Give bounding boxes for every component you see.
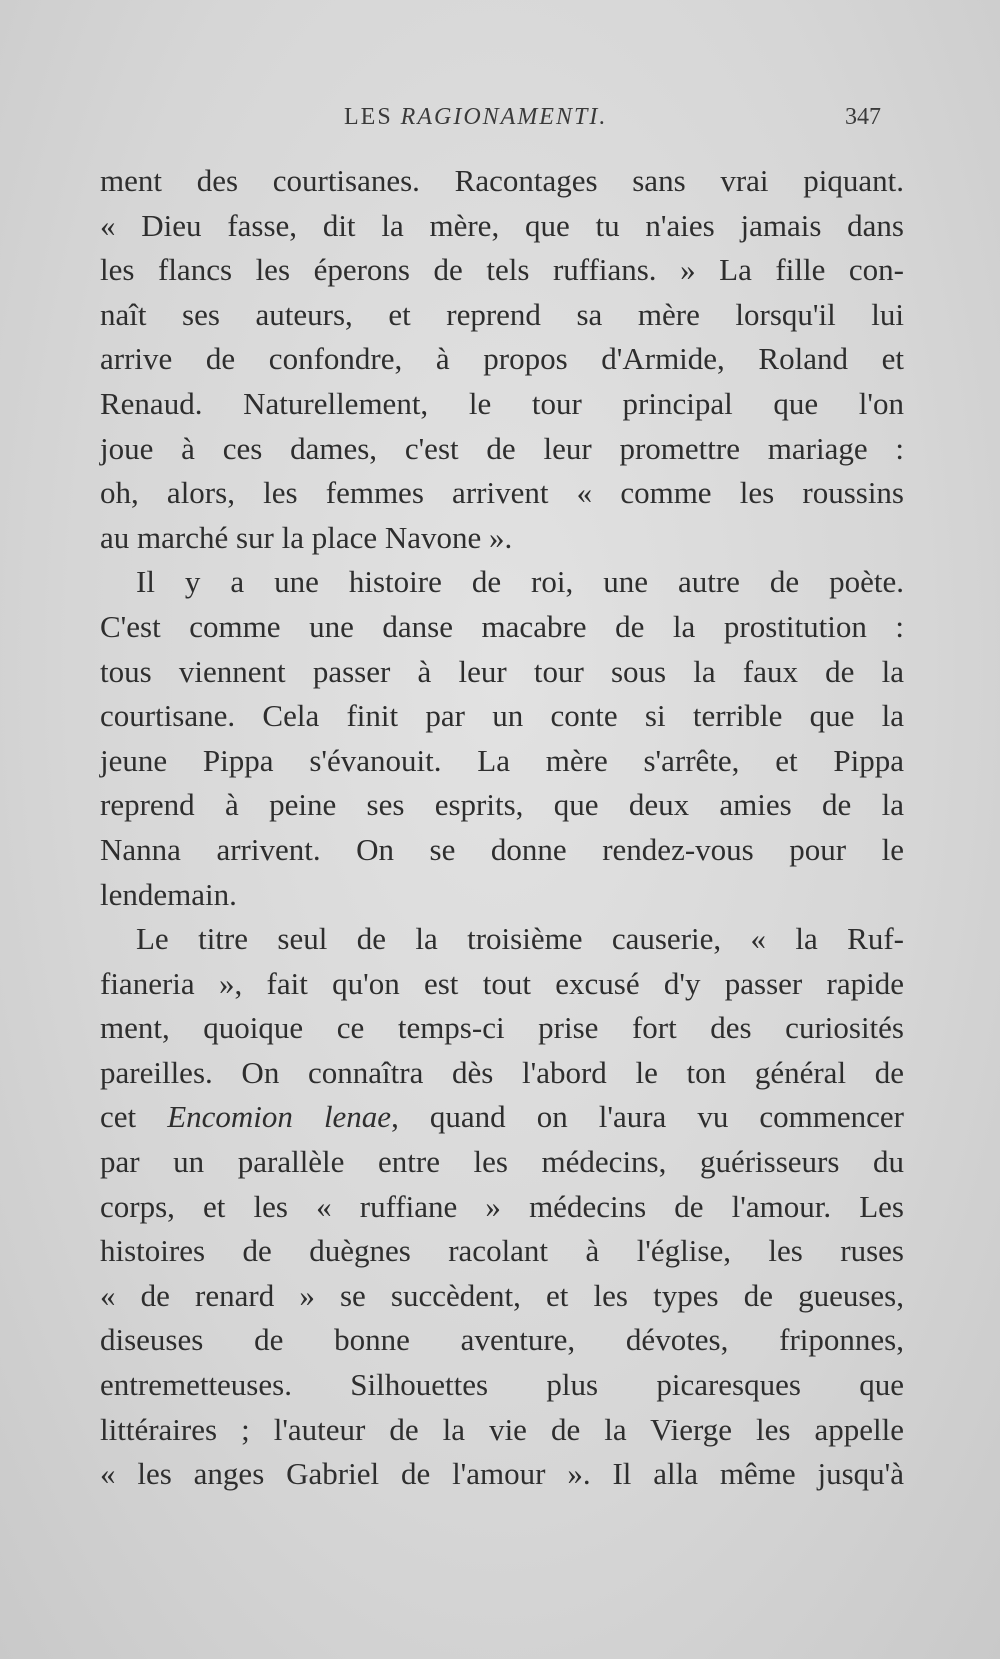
- text-line: joue à ces dames, c'est de leur promettre mariage :: [100, 430, 904, 466]
- text-line: au marché sur la place Navone ».: [100, 519, 513, 555]
- text-line: tous viennent passer à leur tour sous la faux de la: [100, 653, 904, 689]
- paragraph-start-line: Il y a une histoire de roi, une autre de poète.: [136, 564, 904, 600]
- text-line: courtisane. Cela finit par un conte si terrible que la: [100, 698, 904, 734]
- page-number: 347: [845, 104, 881, 130]
- text-segment: cet: [100, 1099, 168, 1135]
- text-line: naît ses auteurs, et reprend sa mère lorsqu'il lui: [100, 296, 904, 332]
- running-head: [0, 104, 1000, 144]
- italic-title: Encomion lenae: [167, 1099, 392, 1135]
- text-line: par un parallèle entre les médecins, guérisseurs du: [100, 1144, 904, 1180]
- text-line: entremetteuses. Silhouettes plus picaresques que: [100, 1367, 904, 1403]
- text-line: diseuses de bonne aventure, dévotes, friponnes,: [100, 1322, 904, 1358]
- running-title-plain: LES: [344, 104, 401, 130]
- text-line: Nanna arrivent. On se donne rendez-vous pour le: [100, 831, 904, 867]
- text-line-with-title: [100, 1095, 904, 1140]
- body-text: [100, 159, 904, 1497]
- text-line: lendemain.: [100, 876, 237, 912]
- text-line: « les anges Gabriel de l'amour ». Il alla même jusqu'à: [100, 1456, 904, 1492]
- text-line: histoires de duègnes racolant à l'église, les ruses: [100, 1233, 904, 1269]
- text-line: corps, et les « ruffiane » médecins de l'amour. Les: [100, 1188, 904, 1224]
- running-title: [344, 104, 607, 131]
- text-line: fianeria », fait qu'on est tout excusé d'y passer rapide: [100, 965, 904, 1001]
- text-line: pareilles. On connaîtra dès l'abord le ton général de: [100, 1054, 904, 1090]
- text-line: « de renard » se succèdent, et les types de gueuses,: [100, 1277, 904, 1313]
- text-segment: , quand on l'aura vu commencer: [391, 1099, 904, 1135]
- text-line: « Dieu fasse, dit la mère, que tu n'aies jamais dans: [100, 207, 904, 243]
- text-line: reprend à peine ses esprits, que deux amies de la: [100, 787, 904, 823]
- text-line: C'est comme une danse macabre de la prostitution :: [100, 608, 904, 644]
- text-line: ment des courtisanes. Racontages sans vrai piquant.: [100, 163, 904, 198]
- text-line: littéraires ; l'auteur de la vie de la Vierge les appelle: [100, 1411, 904, 1447]
- text-line: oh, alors, les femmes arrivent « comme les roussins: [100, 475, 904, 511]
- paragraph-start-line: Le titre seul de la troisième causerie, « la Ruf-: [136, 921, 904, 957]
- text-line: arrive de confondre, à propos d'Armide, Roland et: [100, 341, 904, 377]
- text-line: Renaud. Naturellement, le tour principal que l'on: [100, 385, 904, 421]
- text-line: les flancs les éperons de tels ruffians. » La fille con-: [100, 252, 904, 288]
- text-line: jeune Pippa s'évanouit. La mère s'arrête, et Pippa: [100, 742, 904, 778]
- running-title-italic: RAGIONAMENTI.: [400, 104, 608, 130]
- text-line: ment, quoique ce temps-ci prise fort des curiosités: [100, 1010, 904, 1046]
